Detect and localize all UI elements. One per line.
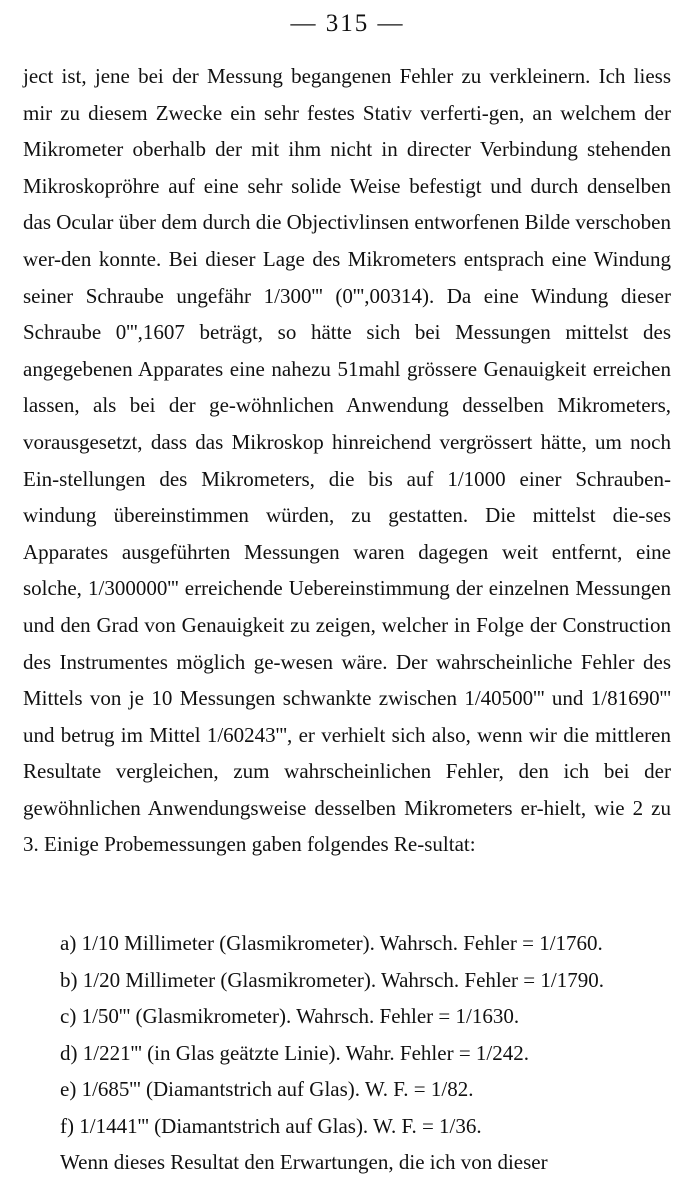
result-item-d: d) 1/221''' (in Glas geätzte Linie). Wahr. Fehler = 1/242. xyxy=(60,1040,530,1065)
result-item-f: f) 1/1441''' (Diamantstrich auf Glas). W. F. = 1/36. xyxy=(60,1113,482,1138)
result-item-e: e) 1/685''' (Diamantstrich auf Glas). W. F. = 1/82. xyxy=(60,1077,474,1102)
result-item-a: a) 1/10 Millimeter (Glasmikrometer). Wahrsch. Fehler = 1/1760. xyxy=(60,931,603,955)
result-item-b: b) 1/20 Millimeter (Glasmikrometer). Wahrsch. Fehler = 1/1790. xyxy=(60,967,604,992)
results-list xyxy=(60,925,672,1145)
closing-line: Wenn dieses Resultat den Erwartungen, die ich von dieser xyxy=(60,1150,548,1174)
main-paragraph xyxy=(23,58,671,863)
page-number: — 315 — xyxy=(290,10,405,37)
result-item-c: c) 1/50''' (Glasmikrometer). Wahrsch. Fehler = 1/1630. xyxy=(60,1004,520,1029)
paragraph-text: ject ist, jene bei der Messung begangenen Fehler zu verkleinern. Ich liess mir zu diesem Zwecke ein sehr festes Stativ verferti-gen, an welchem der Mikrometer oberhalb der mit ihm nicht in directer Verbindung stehenden Mikroskopröhre auf eine sehr solide Weise befestigt und durch denselben das Ocular über dem durch die Objectivlinsen entworfenen Bilde verschoben wer-den konnte. Bei dieser Lage des Mikrometers entsprach eine Windung seiner Schraube ungefähr 1/300''' (0''',00314). Da eine Windung dieser Schraube 0''',1607 beträgt, so hätte sich bei Messungen mittelst des angegebenen Apparates eine nahezu 51mahl grössere Genauigkeit erreichen lassen, als bei der ge-wöhnlichen Anwendung desselben Mikrometers, vorausgesetzt, dass das Mikroskop hinreichend vergrössert hätte, um noch Ein-stellungen des Mikrometers, die bis auf 1/1000 einer Schrauben-windung übereinstimmen würden, zu gestatten. Die mittelst die-ses Apparates ausgeführten Messungen waren dagegen weit entfernt, eine solche, 1/300000''' erreichende Uebereinstimmung der einzelnen Messungen und den Grad von Genauigkeit zu zeigen, welcher in Folge der Construction des Instrumentes möglich ge-wesen wäre. Der wahrscheinliche Fehler des Mittels von je 10 Messungen schwankte zwischen 1/40500''' und 1/81690''' und betrug im Mittel 1/60243''', er verhielt sich also, wenn wir die mittleren Resultate vergleichen, zum wahrscheinlichen Fehler, den ich bei der gewöhnlichen Anwendungsweise desselben Mikrometers er-hielt, wie 2 zu 3. Einige Probemessungen gaben folgendes Re-sultat: xyxy=(23,64,671,857)
